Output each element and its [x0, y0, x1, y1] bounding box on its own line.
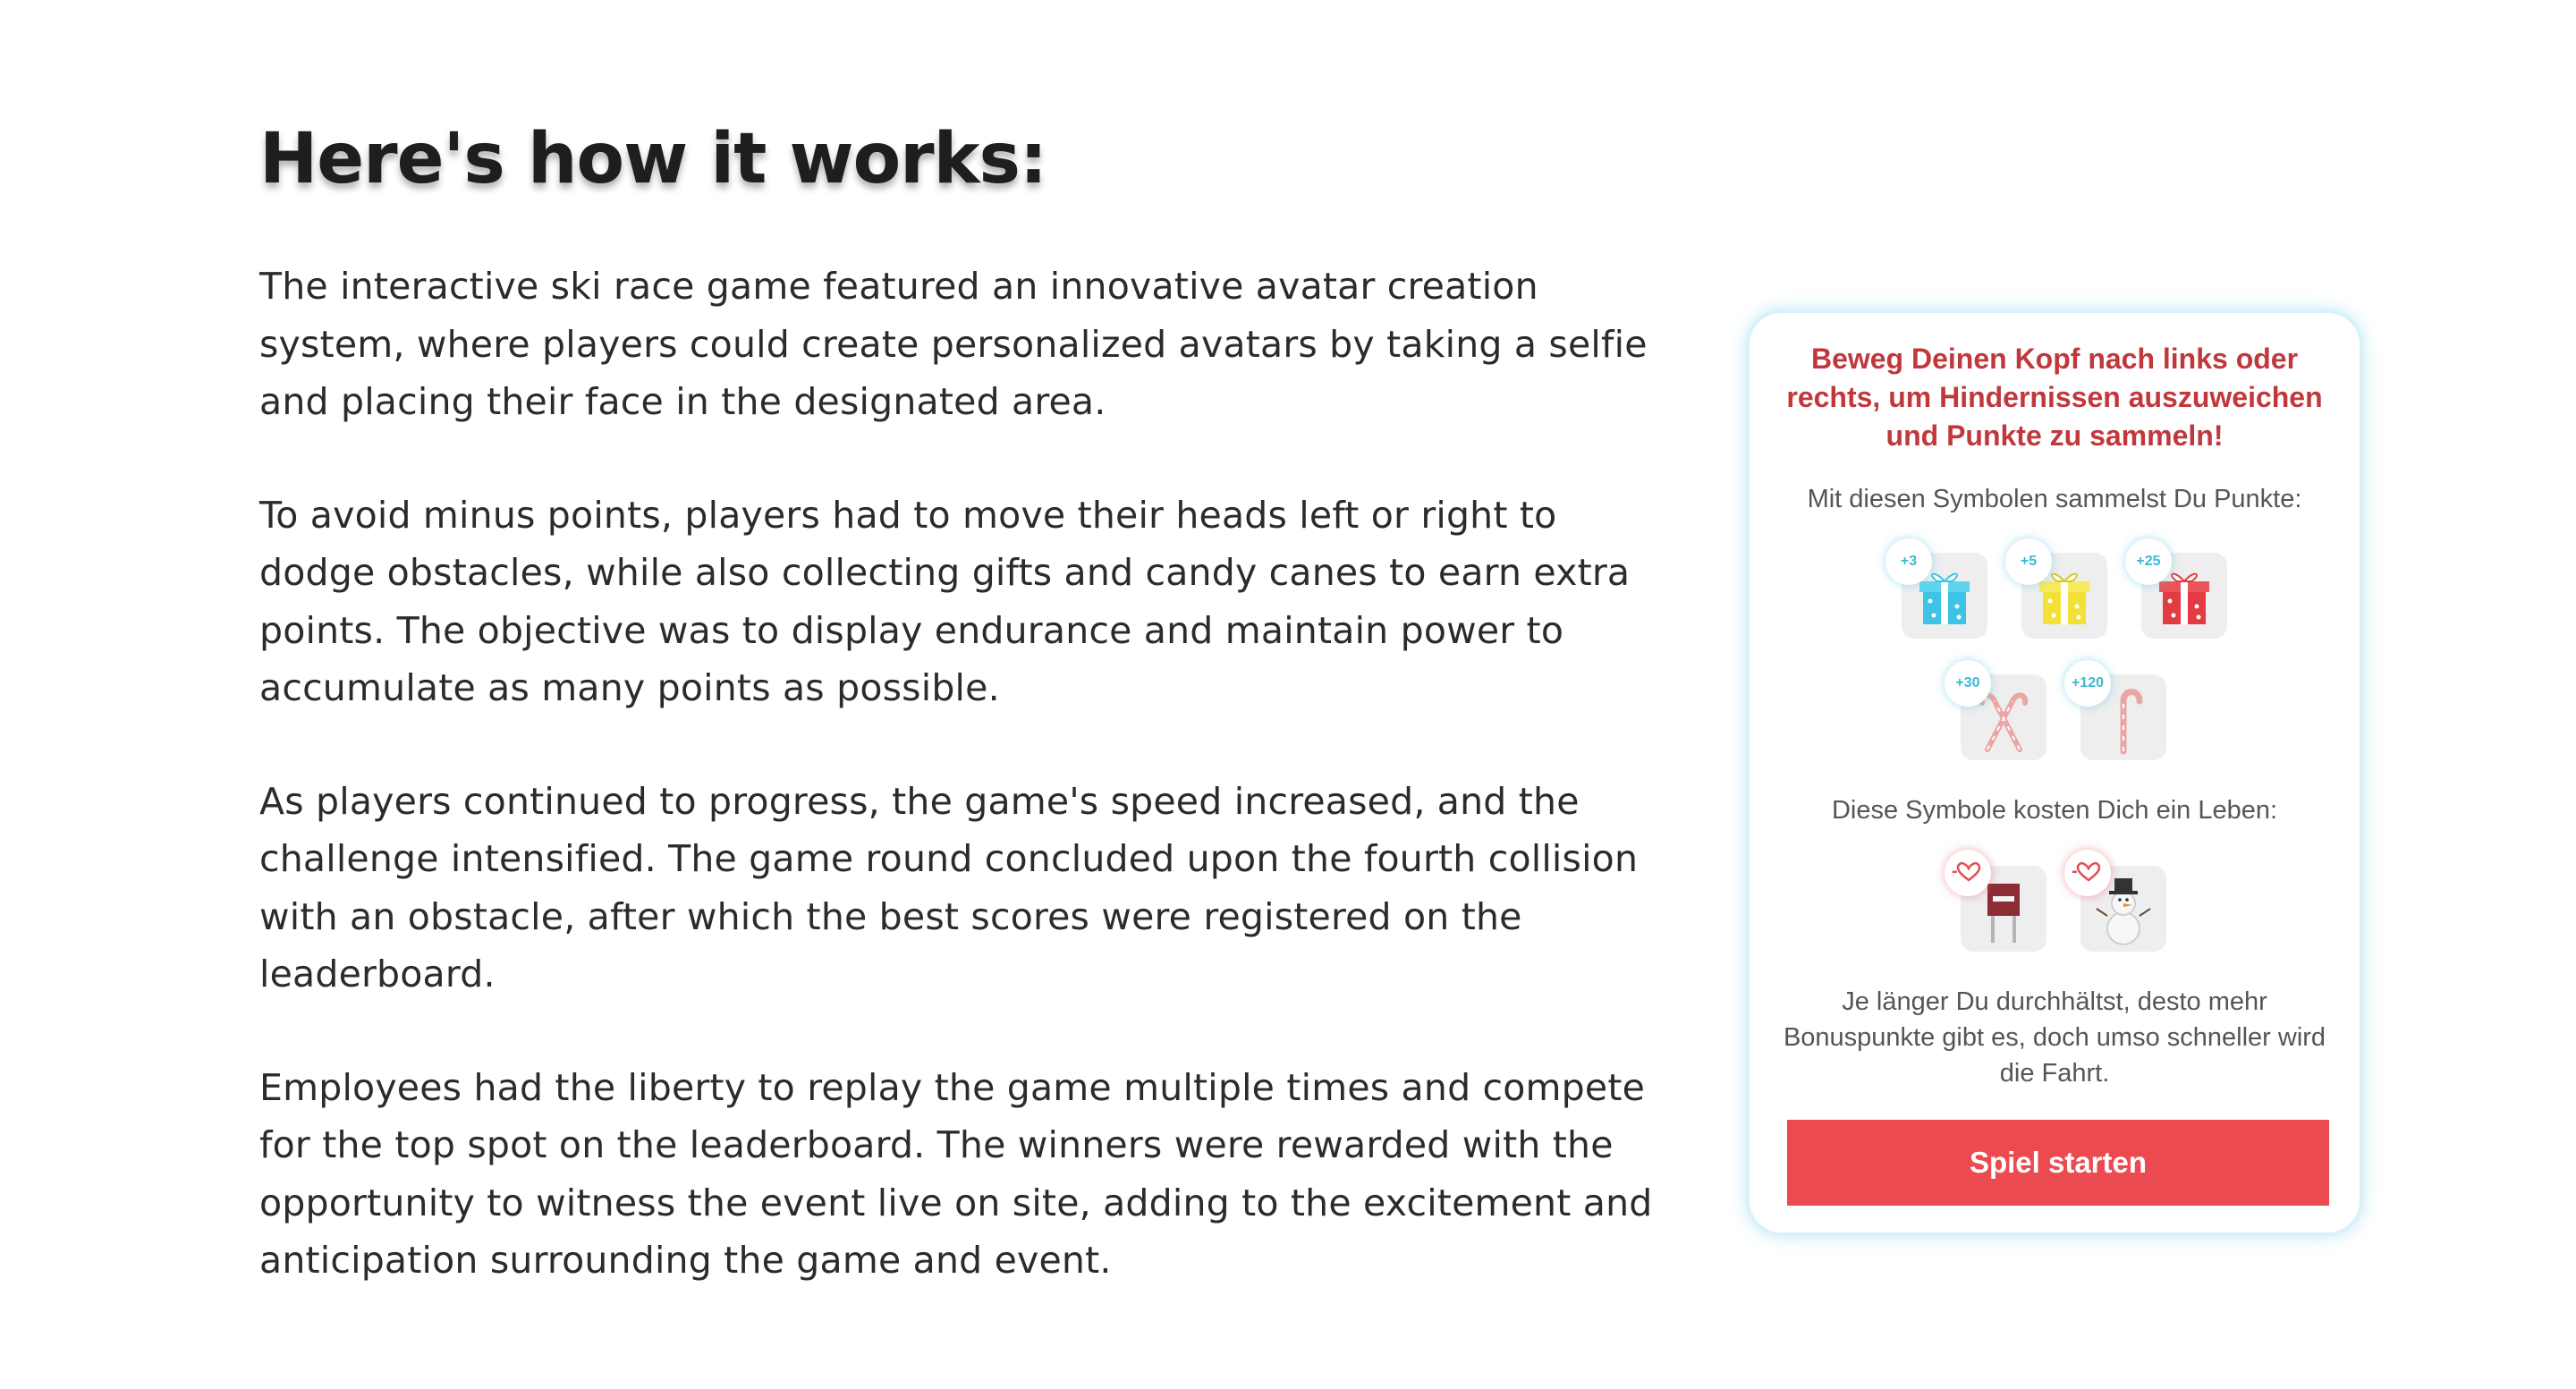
- article-body: [259, 258, 1655, 1290]
- points-badge: +30: [1945, 660, 1991, 707]
- paragraph-gameplay: To avoid minus points, players had to move their heads left or right to dodge obstacles, while also collecting gifts and candy canes to earn extra points. The objective was to display endurance and maintain power to accumulate as many points as possible.: [259, 493, 1631, 709]
- card-title: Beweg Deinen Kopf nach links oder rechts, um Hindernissen auszuweichen und Punkte zu sammeln!: [1786, 343, 2323, 452]
- article: [259, 107, 1655, 1345]
- paragraph-leaderboard: Employees had the liberty to replay the game multiple times and compete for the top spot on the leaderboard. The winners were rewarded with the opportunity to witness the event live on site, adding to the excitement and anticipation surrounding the game and event.: [259, 1065, 1653, 1282]
- cost-label: Diese Symbole kosten Dich ein Leben:: [1831, 796, 2278, 825]
- minus-sign: -: [1952, 861, 1958, 881]
- minus-heart-badge: [2064, 850, 2111, 896]
- collect-label: Mit diesen Symbolen sammelst Du Punkte:: [1807, 485, 2302, 513]
- bonus-explanation: Je länger Du durchhältst, desto mehr Bonuspunkte gibt es, doch umso schneller wird die Fahrt.: [1783, 987, 2326, 1088]
- game-instructions-card: [1746, 309, 2363, 1236]
- points-badge: +3: [1885, 538, 1932, 585]
- points-badge: +120: [2064, 660, 2111, 707]
- points-badge: +5: [2005, 538, 2052, 585]
- minus-heart-badge: [1945, 850, 1991, 896]
- minus-sign: -: [2072, 861, 2078, 881]
- points-badge: +25: [2125, 538, 2172, 585]
- paragraph-progression: As players continued to progress, the game's speed increased, and the challenge intensified. The game round concluded upon the fourth collision with an obstacle, after which the best scores were registered on the leaderboard.: [259, 779, 1639, 995]
- paragraph-avatar: The interactive ski race game featured an innovative avatar creation system, where players could create personalized avatars by taking a selfie and placing their face in the designated area.: [259, 265, 1648, 423]
- start-game-button[interactable]: Spiel starten: [1787, 1120, 2329, 1206]
- page-title: Here's how it works:: [259, 119, 1047, 199]
